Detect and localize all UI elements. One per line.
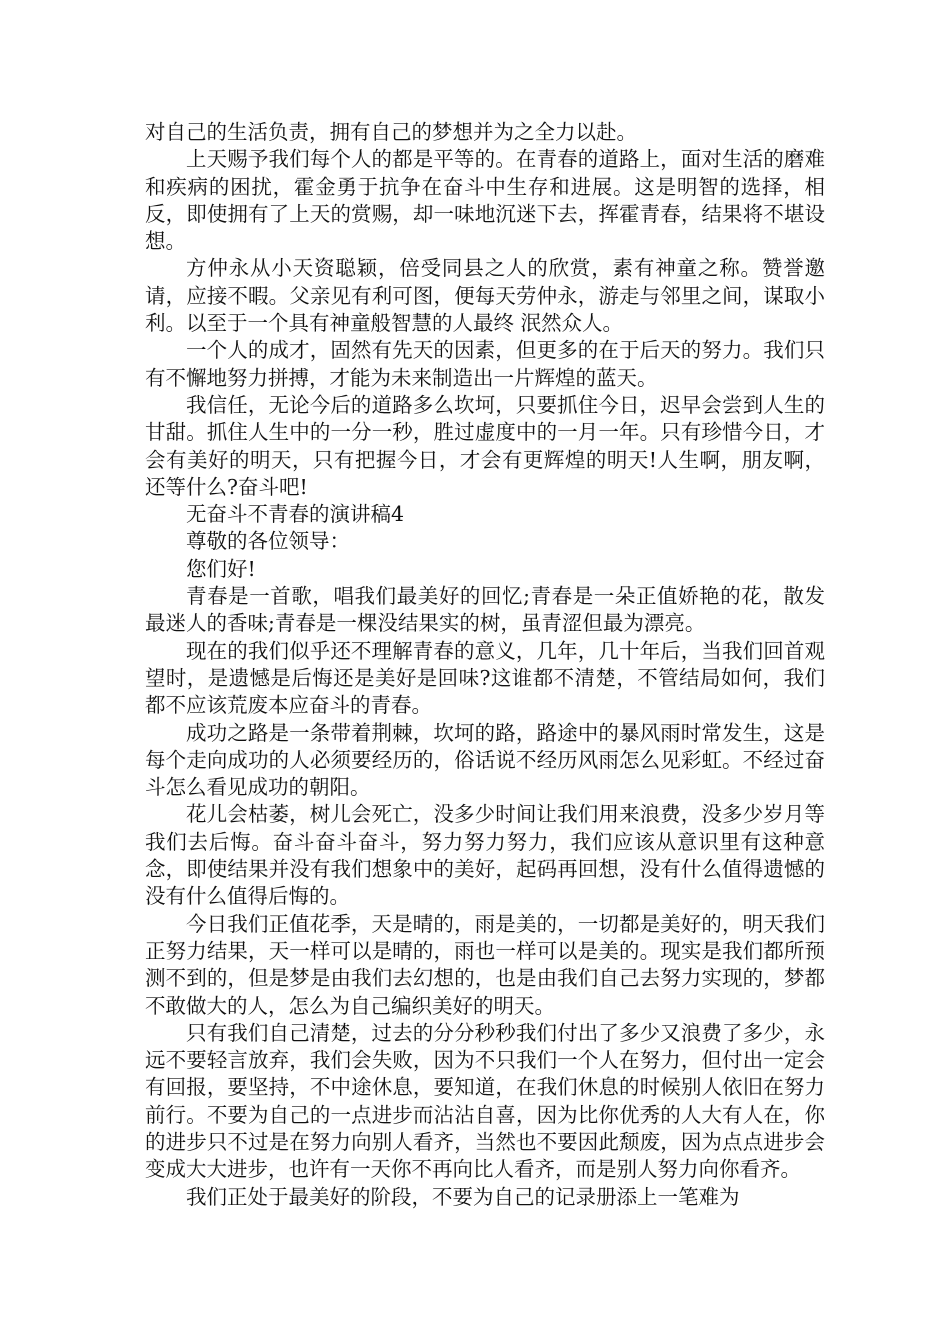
document-page: [145, 119, 825, 1211]
paragraph-11: 花儿会枯萎，树儿会死亡，没多少时间让我们用来浪费，没多少岁月等我们去后悔。奋斗奋斗奋斗，努力努力努力，我们应该从意识里有这种意念，即使结果并没有我们想象中的美好，起码再回想，没有什么值得遗憾的没有什么值得后悔的。: [145, 802, 825, 909]
paragraph-2: 方仲永从小天资聪颖，倍受同县之人的欣赏，素有神童之称。赞誉邀请，应接不暇。父亲见有利可图，便每天劳仲永，游走与邻里之间，谋取小利。以至于一个具有神童般智慧的人最终 泯然众人。: [145, 256, 825, 336]
paragraph-0: 对自己的生活负责，拥有自己的梦想并为之全力以赴。: [145, 120, 637, 144]
section-heading: 无奋斗不青春的演讲稿4: [186, 502, 405, 527]
paragraph-13: 只有我们自己清楚，过去的分分秒秒我们付出了多少又浪费了多少，永远不要轻言放弃，我们会失败，因为不只我们一个人在努力，但付出一定会有回报，要坚持，不中途休息，要知道，在我们休息的时候别人依旧在努力前行。不要为自己的一点进步而沾沾自喜，因为比你优秀的人大有人在，你的进步只不过是在努力向别人看齐，当然也不要因此颓废，因为点点进步会变成大大进步，也许有一天你不再向比人看齐，而是别人努力向你看齐。: [145, 1020, 825, 1182]
paragraph-1: 上天赐予我们每个人的都是平等的。在青春的道路上，面对生活的磨难和疾病的困扰，霍金勇于抗争在奋斗中生存和进展。这是明智的选择，相反，即使拥有了上天的赏赐，却一味地沉迷下去，挥霍青春，结果将不堪设想。: [145, 147, 825, 254]
paragraph-14: 我们正处于最美好的阶段，不要为自己的记录册添上一笔难为: [186, 1184, 740, 1209]
paragraph-4: 我信任，无论今后的道路多么坎坷，只要抓住今日，迟早会尝到人生的甘甜。抓住人生中的一分一秒，胜过虚度中的一月一年。只有珍惜今日，才会有美好的明天，只有把握今日，才会有更辉煌的明天!人生啊，朋友啊，还等什么?奋斗吧!: [145, 392, 825, 499]
paragraph-12: 今日我们正值花季，天是晴的，雨是美的，一切都是美好的，明天我们正努力结果，天一样可以是晴的，雨也一样可以是美的。现实是我们都所预测不到的，但是梦是由我们去幻想的，也是由我们自己去努力实现的，梦都不敢做大的人，怎么为自己编织美好的明天。: [145, 911, 825, 1018]
paragraph-8: 青春是一首歌，唱我们最美好的回忆;青春是一朵正值娇艳的花，散发最迷人的香味;青春是一棵没结果实的树，虽青涩但最为漂亮。: [145, 584, 825, 636]
salutation: 尊敬的各位领导：: [186, 529, 350, 554]
greeting: 您们好!: [186, 556, 256, 581]
paragraph-9: 现在的我们似乎还不理解青春的意义，几年，几十年后，当我们回首观望时，是遗憾是后悔还是美好是回味?这谁都不清楚，不管结局如何，我们都不应该荒废本应奋斗的青春。: [145, 638, 825, 718]
paragraph-10: 成功之路是一条带着荆棘，坎坷的路，路途中的暴风雨时常发生，这是每个走向成功的人必须要经历的，俗话说不经历风雨怎么见彩虹。不经过奋斗怎么看见成功的朝阳。: [145, 720, 825, 800]
paragraph-3: 一个人的成才，固然有先天的因素，但更多的在于后天的努力。我们只有不懈地努力拼搏，才能为未来制造出一片辉煌的蓝天。: [145, 338, 825, 390]
